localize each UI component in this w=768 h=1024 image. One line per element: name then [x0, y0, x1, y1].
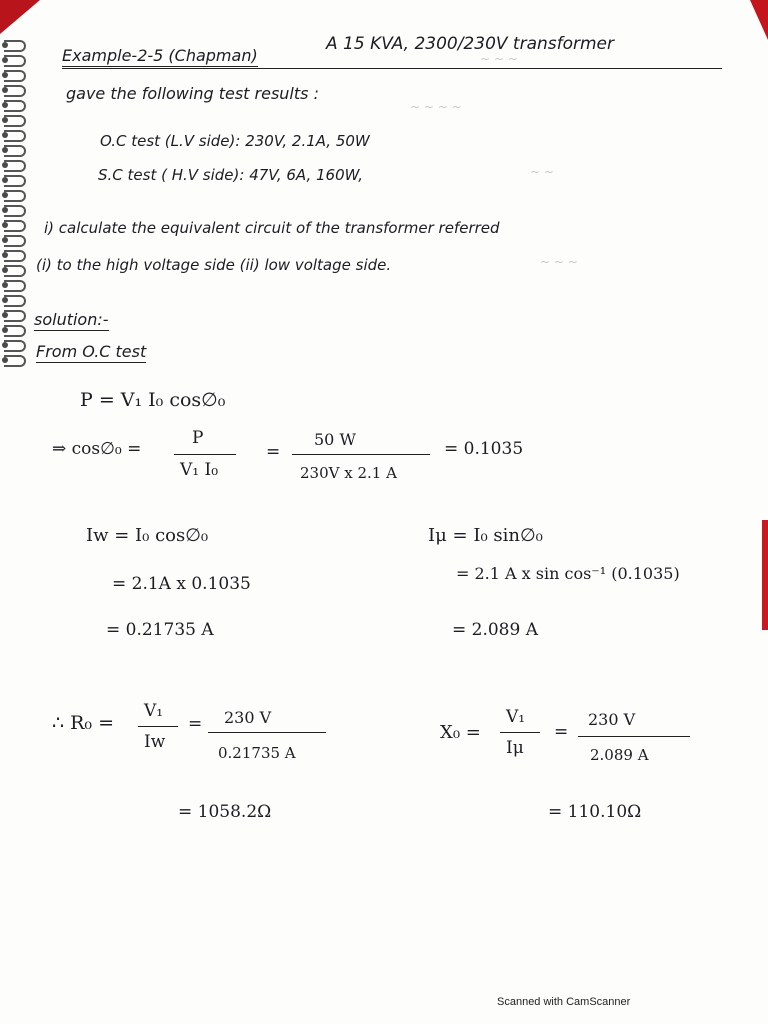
x0-fraction-1-numerator: V₁ — [506, 707, 526, 727]
iw-result: = 0.21735 A — [106, 620, 214, 640]
binding-hole — [2, 282, 8, 288]
example-label: Example-2-5 (Chapman) — [62, 46, 258, 65]
binding-hole — [2, 147, 8, 153]
r0-fraction-2-numerator: 230 V — [224, 708, 272, 727]
binding-hole — [2, 327, 8, 333]
binding-hole — [2, 252, 8, 258]
binding-hole — [2, 207, 8, 213]
binder-corner-right — [750, 0, 768, 40]
binding-hole — [2, 72, 8, 78]
binding-hole — [2, 222, 8, 228]
binding-hole — [2, 312, 8, 318]
binding-hole — [2, 192, 8, 198]
binding-hole — [2, 267, 8, 273]
binding-hole — [2, 117, 8, 123]
binding-hole — [2, 297, 8, 303]
binding-hole — [2, 162, 8, 168]
power-equation: P = V₁ I₀ cos∅₀ — [80, 389, 226, 411]
binding-hole — [2, 357, 8, 363]
cos-fraction-2-bar — [292, 454, 430, 455]
r0-equals-sign: = — [188, 714, 203, 734]
x0-result: = 110.10Ω — [548, 802, 642, 822]
task-line-1: i) calculate the equivalent circuit of the transformer referred — [44, 219, 500, 237]
spiral-binding — [0, 40, 30, 370]
cos-equals-sign: = — [266, 442, 281, 462]
binding-hole — [2, 57, 8, 63]
r0-fraction-1-denominator: Iw — [144, 732, 166, 752]
cos-fraction-1-numerator: P — [192, 428, 204, 448]
x0-fraction-2-denominator: 2.089 A — [590, 746, 649, 764]
imu-calculation: = 2.1 A x sin cos⁻¹ (0.1035) — [456, 564, 680, 583]
x0-fraction-2-bar — [578, 736, 690, 737]
problem-line-1: A 15 KVA, 2300/230V transformer — [326, 34, 615, 54]
r0-fraction-2-bar — [208, 732, 326, 733]
binding-hole — [2, 42, 8, 48]
bleed-through-mark: ~ ~ ~ — [480, 52, 518, 66]
bleed-through-mark: ~ ~ ~ — [540, 255, 578, 269]
cos-fraction-2-numerator: 50 W — [314, 430, 356, 449]
sc-test-results: S.C test ( H.V side): 47V, 6A, 160W, — [98, 166, 363, 184]
imu-result: = 2.089 A — [452, 620, 538, 640]
cos-fraction-2-denominator: 230V x 2.1 A — [300, 464, 397, 482]
solution-heading: solution:- — [34, 310, 109, 329]
task-line-2: (i) to the high voltage side (ii) low voltage side. — [36, 256, 392, 274]
binding-hole — [2, 177, 8, 183]
binding-hole — [2, 87, 8, 93]
bleed-through-mark: ~ ~ ~ ~ — [410, 100, 462, 114]
cos-fraction-1-denominator: V₁ I₀ — [180, 460, 219, 480]
binding-hole — [2, 237, 8, 243]
x0-fraction-2-numerator: 230 V — [588, 710, 636, 729]
r0-fraction-1-numerator: V₁ — [144, 701, 164, 721]
binding-hole — [2, 102, 8, 108]
oc-test-results: O.C test (L.V side): 230V, 2.1A, 50W — [100, 132, 370, 150]
x0-fraction-1-denominator: Iμ — [506, 738, 524, 758]
imu-definition: Iμ = I₀ sin∅₀ — [428, 525, 543, 546]
solution-subheading: From O.C test — [36, 342, 147, 361]
bleed-through-mark: ~ ~ — [530, 165, 554, 179]
x0-lhs: X₀ = — [440, 722, 481, 743]
binding-hole — [2, 132, 8, 138]
binding-hole — [2, 342, 8, 348]
scanner-watermark: Scanned with CamScanner — [497, 996, 631, 1008]
problem-line-2: gave the following test results : — [66, 84, 319, 103]
iw-calculation: = 2.1A x 0.1035 — [112, 574, 251, 594]
x0-equals-sign: = — [554, 722, 569, 742]
binder-edge-right — [762, 520, 768, 630]
iw-definition: Iw = I₀ cos∅₀ — [86, 525, 209, 546]
cos-fraction-1-bar — [174, 454, 236, 455]
r0-fraction-2-denominator: 0.21735 A — [218, 744, 296, 762]
cos-result: = 0.1035 — [444, 439, 524, 459]
cos-equation-lhs: ⇒ cos∅₀ = — [52, 439, 142, 459]
r0-fraction-1-bar — [138, 726, 178, 727]
binder-corner-left — [0, 0, 40, 34]
x0-fraction-1-bar — [500, 732, 540, 733]
r0-result: = 1058.2Ω — [178, 802, 272, 822]
header-underline — [62, 68, 722, 69]
r0-lhs: ∴ R₀ = — [52, 712, 115, 734]
